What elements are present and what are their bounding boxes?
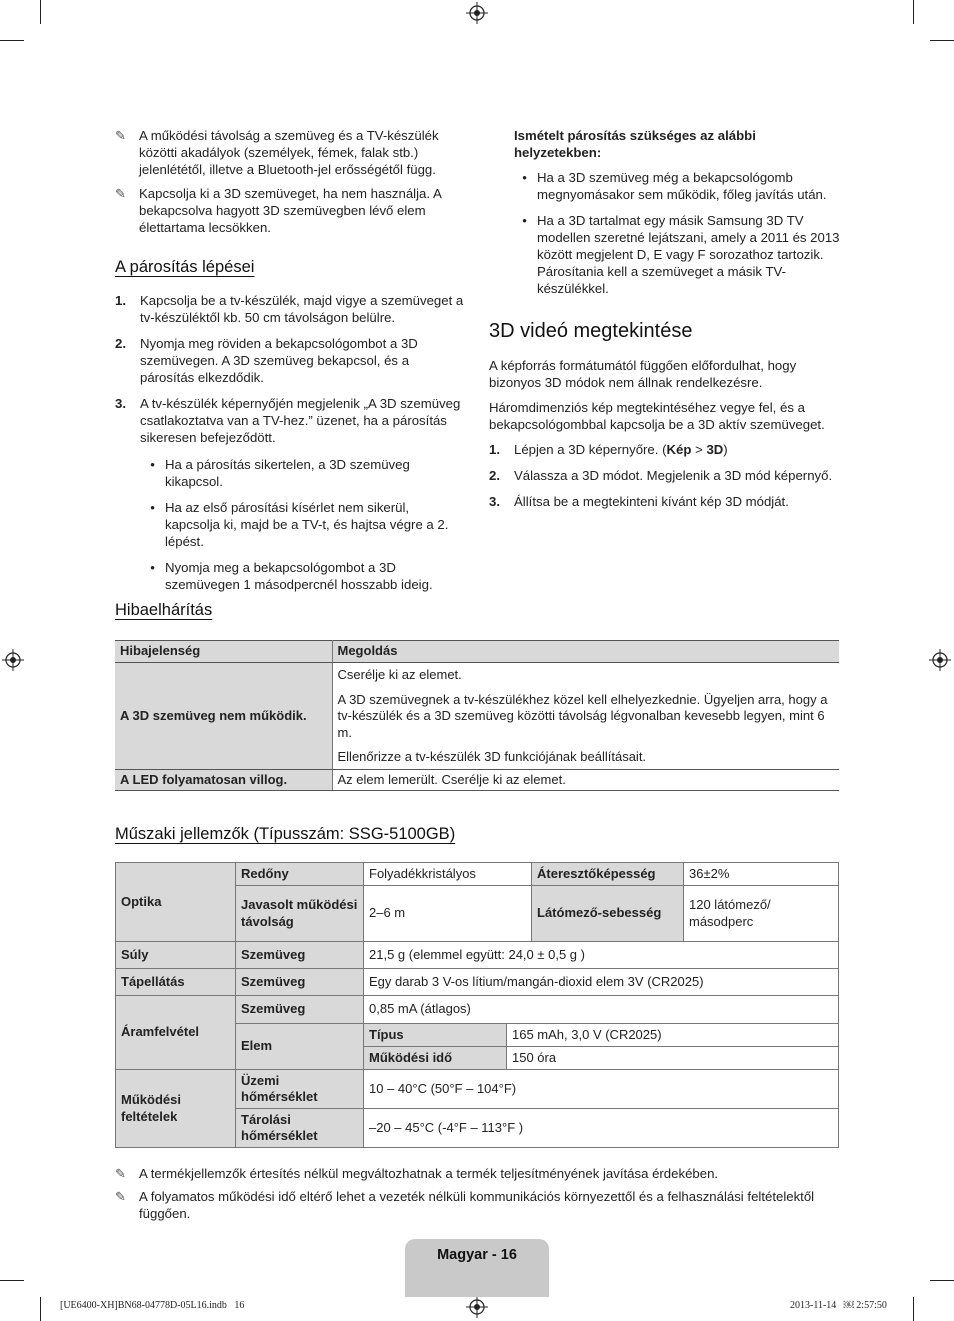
list-item [489,493,839,510]
spec-label: Redőny [236,863,364,886]
table-row [116,1070,839,1109]
step-number: 1. [115,293,126,308]
registration-mark-icon [466,2,488,24]
spec-group-label: Optika [116,863,236,942]
paragraph: Háromdimenziós kép megtekintéséhez vegye fel, és a bekapcsológombbal kapcsolja be a 3D aktív szemüveget. [489,400,825,432]
note-text: Kapcsolja ki a 3D szemüveget, ha nem használja. A bekapcsolva hagyott 3D szemüvegben lévő elem élettartama lecsökken. [139,186,442,235]
print-info-left: [UE6400-XH]BN68-04778D-05L16.indb 16 [60,1300,245,1311]
step-number: 3. [489,494,500,509]
list-item [140,499,465,550]
pencil-note-icon: ✎ [115,1166,126,1181]
spec-value: 10 – 40°C (50°F – 104°F) [364,1070,839,1109]
bullet-text: Ha a párosítás sikertelen, a 3D szemüveg kikapcsol. [165,457,410,489]
pencil-note-icon: ✎ [115,128,126,143]
bullet-icon: • [522,213,527,228]
repairing-bullets [512,169,844,297]
spec-label: Áteresztőképesség [532,863,684,886]
bullet-icon: • [150,500,155,515]
bullet-icon: • [522,170,527,185]
crop-mark [0,1280,24,1281]
step-text: Kapcsolja be a tv-készülék, majd vigye a szemüveget a tv-készüléktől kb. 50 cm távolságon belülre. [140,293,464,325]
list-item [115,335,465,386]
spec-group-label: Működési feltételek [116,1070,236,1148]
menu-path-kep: Kép [666,442,692,457]
spec-value: 2–6 m [364,886,532,942]
troubleshoot-heading: Hibaelhárítás [115,601,213,619]
specs-table [115,862,839,1148]
spec-value: –20 – 45°C (-4°F – 113°F ) [364,1109,839,1148]
crop-mark [40,0,41,24]
list-item [115,395,465,446]
pencil-note-icon: ✎ [115,1189,126,1204]
bullet-text: Ha a 3D tartalmat egy másik Samsung 3D TV modellen szeretné lejátszani, amely a 2011 és 2013 között megjelent D, E vagy F sorozathoz tartozik. Párosítania kell a szemüveget a másik TV-készülékkel. [537,213,840,296]
solution-line: Ellenőrizze a tv-készülék 3D funkciójának beállításait. [337,749,647,764]
bullet-text: Ha az első párosítási kísérlet nem sikerül, kapcsolja ki, majd be a TV-t, és hajtsa végre a 2. lépést. [165,500,449,549]
spec-value: 36±2% [684,863,839,886]
solution-line: A 3D szemüvegnek a tv-készülékhez közel kell elhelyezkednie. Ügyeljen arra, hogy a tv-készülék és a 3D szemüveg közötti távolság légvonalban kevesebb legyen, mint 6 m. [337,691,828,740]
column-header: Megoldás [332,641,839,663]
spec-label: Szemüveg [236,969,364,996]
video3d-section [489,357,839,519]
page-number-tab [405,1239,549,1297]
step-number: 2. [115,336,126,351]
print-info-right: 2013-11-14 ￼ 2:57:50 [790,1300,887,1311]
spec-value: 165 mAh, 3,0 V (CR2025) [507,1024,839,1047]
table-row [115,769,839,791]
note-text: A működési távolság a szemüveg és a TV-készülék közötti akadályok (személyek, fémek, falak stb.) jelenlététől, illetve a Bluetooth-jel erősségétől függ. [139,128,439,177]
menu-path-3d: 3D [706,442,724,457]
text-run: > [691,442,707,457]
column-header: Hibajelenség [115,641,332,663]
pairing-heading: A párosítás lépései [115,258,255,276]
step-number: 3. [115,396,126,411]
list-item [489,467,839,484]
symptom-cell: A 3D szemüveg nem működik. [115,663,332,770]
video3d-heading: 3D videó megtekintése [489,320,693,342]
spec-group-label: Tápellátás [116,969,236,996]
list-item [489,441,839,458]
spec-label: Típus [364,1024,507,1047]
spec-label: Szemüveg [236,942,364,969]
pencil-note-icon: ✎ [115,186,126,201]
note [115,1165,839,1182]
note [115,1188,839,1222]
paragraph: A képforrás formátumától függően előfordulhat, hogy bizonyos 3D módok nem állnak rendelkezésre. [489,358,797,390]
spec-label: Látómező-sebesség [532,886,684,942]
spec-label: Tárolási hőmérséklet [236,1109,364,1148]
spec-value: 21,5 g (elemmel együtt: 24,0 ± 0,5 g ) [364,942,839,969]
table-row [116,996,839,1024]
crop-mark [930,40,954,41]
note-text: A termékjellemzők értesítés nélkül megváltozhatnak a termék teljesítményének javítása érdekében. [139,1166,719,1181]
list-item [115,292,465,326]
step-number: 1. [489,442,500,457]
solution-cell: Az elem lemerült. Cserélje ki az elemet. [332,769,839,791]
left-notes [115,127,465,236]
spec-label: Javasolt működési távolság [236,886,364,942]
video3d-steps [489,441,839,510]
spec-label: Működési idő [364,1047,507,1070]
repairing-heading: Ismételt párosítás szükséges az alábbi helyzetekben: [514,128,756,160]
bullet-icon: • [150,457,155,472]
spec-label: Üzemi hőmérséklet [236,1070,364,1109]
table-row [116,969,839,996]
symptom-cell: A LED folyamatosan villog. [115,769,332,791]
spec-label: Elem [236,1024,364,1070]
note [115,127,465,178]
list-item [512,169,844,203]
step-text: A tv-készülék képernyőjén megjelenik „A 3D szemüveg csatlakoztatva van a TV-hez.” üzenet, ha a párosítás sikeresen befejeződött. [140,396,461,445]
bottom-notes [115,1165,839,1222]
list-item [512,212,844,297]
table-row [116,863,839,886]
note [115,185,465,236]
page-number: Magyar - 16 [437,1247,517,1263]
spec-group-label: Súly [116,942,236,969]
specs-heading: Műszaki jellemzők (Típusszám: SSG-5100GB) [115,825,456,843]
solution-cell [332,663,839,770]
repairing-section [514,127,844,306]
solution-line: Cserélje ki az elemet. [337,667,462,682]
pairing-section [115,292,465,602]
step-text: Állítsa be a megtekinteni kívánt kép 3D módját. [514,494,789,509]
bullet-text: Nyomja meg a bekapcsológombot a 3D szemüvegen 1 másodpercnél hosszabb ideig. [165,560,433,592]
registration-mark-icon [2,649,24,671]
spec-group-label: Áramfelvétel [116,996,236,1070]
step-number: 2. [489,468,500,483]
troubleshoot-table [115,640,839,791]
spec-value: 0,85 mA (átlagos) [364,996,839,1024]
crop-mark [40,1297,41,1321]
crop-mark [913,1297,914,1321]
spec-value: 120 látómező/ másodperc [684,886,839,942]
spec-value: Folyadékkristályos [364,863,532,886]
pairing-bullets [140,456,465,593]
table-header-row [115,641,839,663]
note-text: A folyamatos működési idő eltérő lehet a vezeték nélküli kommunikációs környezettől és a felhasználási feltételektől függően. [139,1189,815,1221]
crop-mark [913,0,914,24]
text-run: Lépjen a 3D képernyőre. ( [514,442,667,457]
spec-label: Szemüveg [236,996,364,1024]
list-item [140,456,465,490]
bullet-icon: • [150,560,155,575]
crop-mark [0,40,24,41]
bullet-text: Ha a 3D szemüveg még a bekapcsológomb megnyomásakor sem működik, főleg javítás után. [537,170,827,202]
step-text [514,441,728,458]
registration-mark-icon [466,1296,488,1318]
spec-value: 150 óra [507,1047,839,1070]
registration-mark-icon [929,649,951,671]
list-item [140,559,465,593]
pairing-steps [115,292,465,446]
spec-value: Egy darab 3 V-os lítium/mangán-dioxid elem 3V (CR2025) [364,969,839,996]
crop-mark [930,1280,954,1281]
table-row [116,942,839,969]
step-text: Nyomja meg röviden a bekapcsológombot a 3D szemüvegen. A 3D szemüveg bekapcsol, és a párosítás elkezdődik. [140,336,418,385]
text-run: ) [723,442,728,457]
step-text: Válassza a 3D módot. Megjelenik a 3D mód képernyő. [514,468,833,483]
table-row [115,663,839,770]
